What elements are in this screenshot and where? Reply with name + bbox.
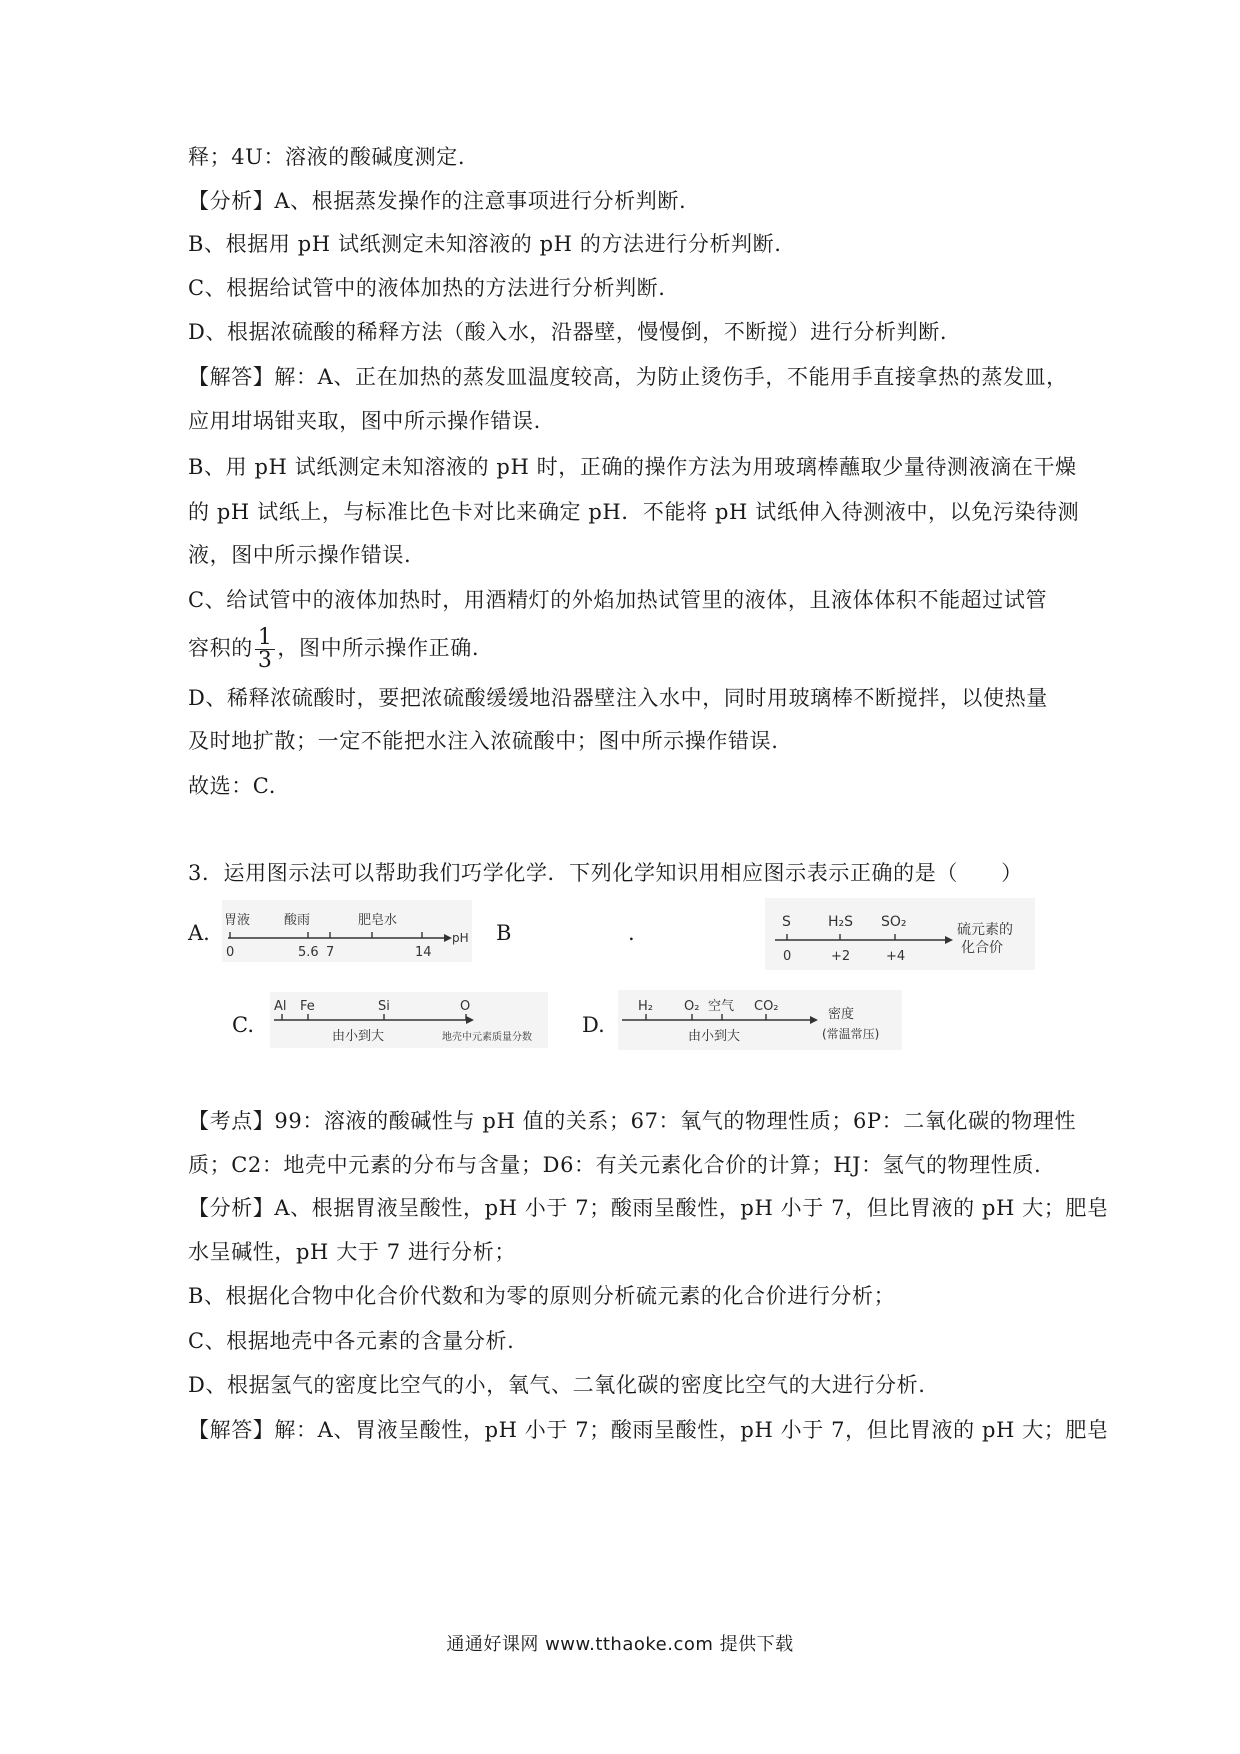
page-footer: 通通好课网 www.tthaoke.com 提供下载 (446, 1634, 794, 1655)
fraction-denominator: 3 (257, 648, 273, 673)
text-line: 【分析】A、根据蒸发操作的注意事项进行分析判断. (188, 189, 687, 213)
figure-d-label-h2: H₂ (638, 999, 653, 1014)
text-line: 【考点】99：溶液的酸碱性与 pH 值的关系；67：氧气的物理性质；6P：二氧化碳的物理性 (188, 1109, 1077, 1133)
figure-c-label-si: Si (378, 999, 390, 1014)
text-line: 【分析】A、根据胃液呈酸性，pH 小于 7；酸雨呈酸性，pH 小于 7，但比胃液的 pH 大；肥皂 (188, 1196, 1109, 1220)
figure-c-label-fe: Fe (300, 999, 315, 1014)
text-line: 液，图中所示操作错误. (188, 543, 412, 567)
text-line: D、根据浓硫酸的稀释方法（酸入水，沿器壁，慢慢倒，不断搅）进行分析判断. (188, 320, 948, 344)
text-line: C、给试管中的液体加热时，用酒精灯的外焰加热试管里的液体，且液体体积不能超过试管 (188, 588, 1048, 612)
text-line: 及时地扩散；一定不能把水注入浓硫酸中；图中所示操作错误. (188, 729, 779, 753)
figure-b-end-label-line1: 硫元素的 (957, 922, 1013, 938)
figure-b-tick-plus4: +4 (886, 949, 906, 964)
figure-a-label-soap-water: 肥皂水 (358, 913, 398, 928)
figure-b-end-label-line2: 化合价 (961, 940, 1003, 956)
text-line: C、根据地壳中各元素的含量分析. (188, 1329, 515, 1353)
option-c-label: C. (232, 1013, 254, 1037)
option-b-label: B (496, 921, 512, 945)
text-line: 【解答】解：A、胃液呈酸性，pH 小于 7；酸雨呈酸性，pH 小于 7，但比胃液的 pH 大；肥皂 (188, 1418, 1109, 1442)
text-line: 应用坩埚钳夹取，图中所示操作错误. (188, 409, 541, 433)
figure-d-label-o2: O₂ (684, 999, 700, 1014)
figure-a-tick-14: 14 (415, 945, 432, 960)
figure-d-label-co2: CO₂ (754, 999, 779, 1014)
text-segment: ，图中所示操作正确. (277, 636, 480, 660)
fraction-one-third (255, 627, 276, 672)
figure-a-tick-7: 7 (326, 945, 335, 960)
option-b-dot: . (628, 921, 635, 945)
text-line: C、根据给试管中的液体加热的方法进行分析判断. (188, 276, 666, 300)
text-line: D、稀释浓硫酸时，要把浓硫酸缓缓地沿器壁注入水中，同时用玻璃棒不断搅拌，以使热量 (188, 686, 1048, 710)
text-segment: 容积的 (188, 636, 253, 660)
figure-a-ph-scale (222, 900, 472, 962)
figure-b-label-h2s: H₂S (828, 914, 854, 930)
figure-c-middle-label: 由小到大 (332, 1029, 385, 1044)
figure-c-label-o: O (460, 999, 471, 1014)
figure-d-gas-density (618, 990, 902, 1050)
figure-d-middle-label: 由小到大 (688, 1029, 741, 1044)
option-a-label: A. (188, 921, 210, 945)
text-line: 的 pH 试纸上，与标准比色卡对比来确定 pH．不能将 pH 试纸伸入待测液中，以免污染待测 (188, 500, 1080, 524)
figure-b-tick-0: 0 (783, 949, 792, 964)
text-line: B、用 pH 试纸测定未知溶液的 pH 时，正确的操作方法为用玻璃棒蘸取少量待测液滴在干燥 (188, 455, 1077, 479)
text-line: 【解答】解：A、正在加热的蒸发皿温度较高，为防止烫伤手，不能用手直接拿热的蒸发皿， (188, 365, 1068, 389)
text-line: B、根据用 pH 试纸测定未知溶液的 pH 的方法进行分析判断. (188, 232, 782, 256)
text-line: B、根据化合物中化合价代数和为零的原则分析硫元素的化合价进行分析； (188, 1284, 896, 1308)
option-d-label: D. (582, 1013, 605, 1037)
figure-b-label-so2: SO₂ (881, 914, 907, 930)
figure-b-tick-plus2: +2 (831, 949, 851, 964)
text-line: 水呈碱性，pH 大于 7 进行分析； (188, 1240, 516, 1264)
fraction-numerator: 1 (255, 627, 276, 650)
figure-b-label-s: S (782, 914, 791, 930)
text-line-with-fraction (188, 627, 479, 672)
figure-c-crust-elements (270, 992, 548, 1048)
text-line: 释；4U：溶液的酸碱度测定. (188, 145, 466, 169)
figure-c-end-label: 地壳中元素质量分数 (442, 1032, 532, 1043)
question-3-stem: 3．运用图示法可以帮助我们巧学化学．下列化学知识用相应图示表示正确的是（ ） (188, 861, 1023, 885)
figure-a-unit: pH (452, 931, 469, 945)
figure-d-end-label-line1: 密度 (828, 1007, 855, 1022)
text-line: 故选：C. (188, 774, 276, 798)
figure-a-label-gastric-juice: 胃液 (224, 913, 251, 928)
figure-b-sulfur-valence (765, 898, 1035, 970)
figure-a-label-acid-rain: 酸雨 (284, 913, 311, 928)
figure-a-tick-5-6: 5.6 (298, 945, 319, 960)
figure-d-label-air: 空气 (708, 999, 735, 1014)
text-line: 质；C2：地壳中元素的分布与含量；D6：有关元素化合价的计算；HJ：氢气的物理性质. (188, 1153, 1042, 1177)
text-line: D、根据氢气的密度比空气的小，氧气、二氧化碳的密度比空气的大进行分析. (188, 1373, 926, 1397)
figure-c-label-al: Al (274, 999, 287, 1014)
figure-d-end-label-line2: (常温常压) (822, 1027, 880, 1041)
figure-a-tick-0: 0 (226, 945, 235, 960)
